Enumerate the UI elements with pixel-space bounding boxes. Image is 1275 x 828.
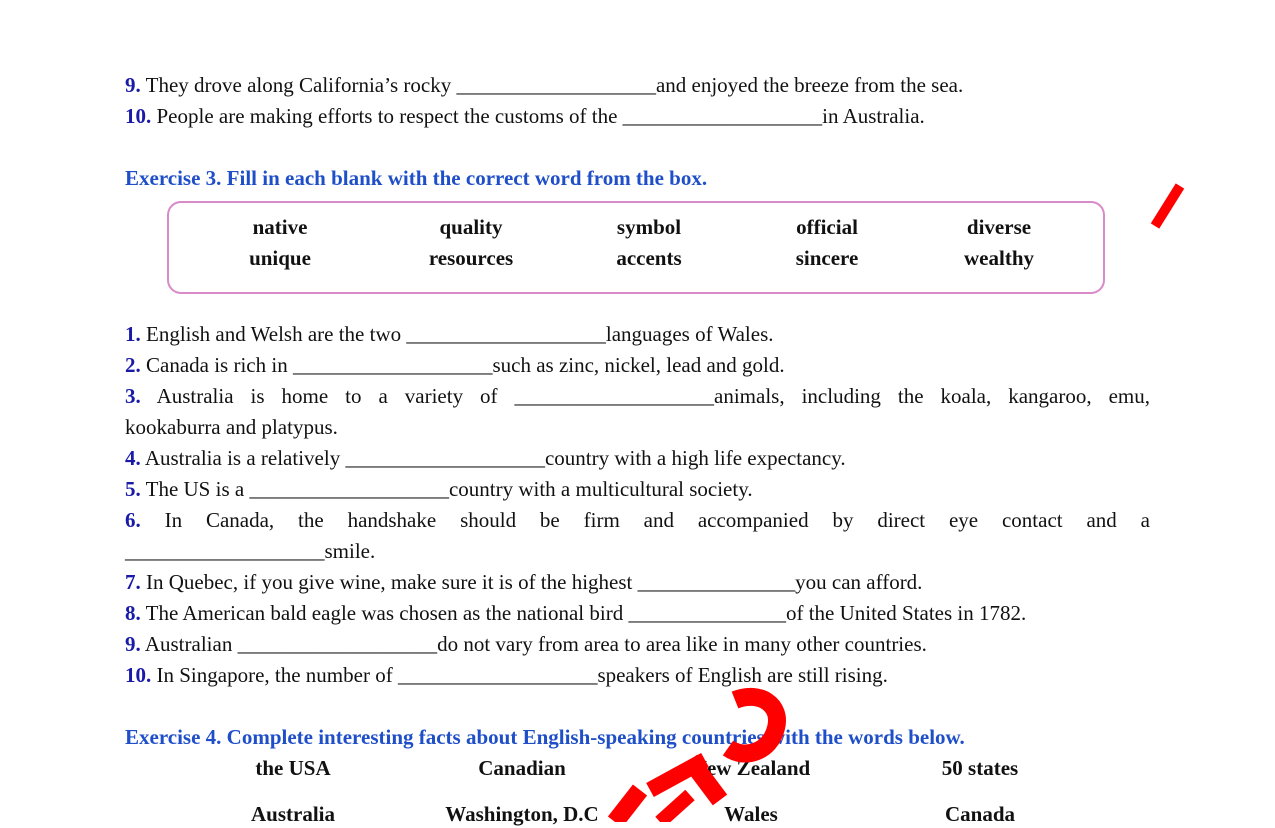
box-word: sincere (795, 246, 859, 270)
fact-word: Australia (251, 802, 335, 826)
exercise-3-title: Exercise 3. Fill in each blank with the correct word from the box. (125, 166, 708, 190)
box-word: unique (249, 246, 311, 270)
box-word: official (796, 215, 858, 239)
ex3-item-2 (125, 351, 1150, 379)
ex3-item-6-continued: ___________________smile. (125, 539, 376, 563)
fact-word: Canadian (478, 756, 566, 780)
item-number: 3. (125, 384, 141, 408)
item-text: They drove along California’s rocky ___________________and enjoyed the breeze from the sea. (140, 73, 964, 97)
fact-word: the USA (255, 756, 331, 780)
item-number: 9. (125, 632, 141, 656)
item-number: 1. (125, 322, 141, 346)
box-word: native (252, 215, 308, 239)
item-text: People are making efforts to respect the customs of the ___________________in Australia. (151, 104, 925, 128)
item-text: In Quebec, if you give wine, make sure it is of the highest _______________you can afford. (140, 570, 923, 594)
ex3-item-5 (125, 475, 1150, 503)
item-text: English and Welsh are the two ___________________languages of Wales. (140, 322, 774, 346)
ex2-item-9 (125, 71, 1150, 99)
item-number: 4. (125, 446, 141, 470)
item-number: 6. (125, 508, 141, 532)
ex3-item-3-continued: kookaburra and platypus. (125, 415, 338, 439)
box-word: symbol (616, 215, 682, 239)
box-word: resources (428, 246, 514, 270)
item-number: 9. (125, 73, 141, 97)
item-text: Australian ___________________do not vary from area to area like in many other countries. (140, 632, 927, 656)
ex3-item-10 (125, 661, 1150, 689)
item-text: In Singapore, the number of ___________________speakers of English are still rising. (151, 663, 888, 687)
fact-word: Washington, D.C (445, 802, 599, 826)
ex2-item-10 (125, 102, 1150, 130)
item-text: Australia is home to a variety of ___________________animals, including the koala, kangaroo, emu, (140, 384, 1150, 408)
box-word: quality (439, 215, 503, 239)
item-text: Canada is rich in ___________________such as zinc, nickel, lead and gold. (140, 353, 785, 377)
box-word: wealthy (964, 246, 1034, 270)
fact-word: Wales (724, 802, 778, 826)
fact-word: Canada (944, 802, 1016, 826)
item-number: 10. (125, 663, 152, 687)
fact-word: 50 states (941, 756, 1019, 780)
item-text: The American bald eagle was chosen as the national bird _______________of the United States in 1782. (140, 601, 1027, 625)
ex3-item-8 (125, 599, 1150, 627)
watermark-stroke (1155, 186, 1180, 226)
ex3-item-4 (125, 444, 1150, 472)
box-word: accents (616, 246, 682, 270)
ex3-item-1 (125, 320, 1150, 348)
item-number: 2. (125, 353, 141, 377)
fact-word: New Zealand (691, 756, 811, 780)
ex3-item-6 (125, 506, 1150, 534)
item-number: 10. (125, 104, 152, 128)
item-text: The US is a ___________________country with a multicultural society. (140, 477, 753, 501)
exercise-4-title: Exercise 4. Complete interesting facts about English-speaking countries with the words below. (125, 725, 965, 749)
item-number: 7. (125, 570, 141, 594)
item-number: 5. (125, 477, 141, 501)
ex3-item-7 (125, 568, 1150, 596)
box-word: diverse (966, 215, 1032, 239)
item-text: Australia is a relatively ___________________country with a high life expectancy. (140, 446, 846, 470)
ex3-item-9 (125, 630, 1150, 658)
item-text: In Canada, the handshake should be firm and accompanied by direct eye contact and a (140, 508, 1150, 532)
item-number: 8. (125, 601, 141, 625)
ex3-item-3 (125, 382, 1150, 410)
